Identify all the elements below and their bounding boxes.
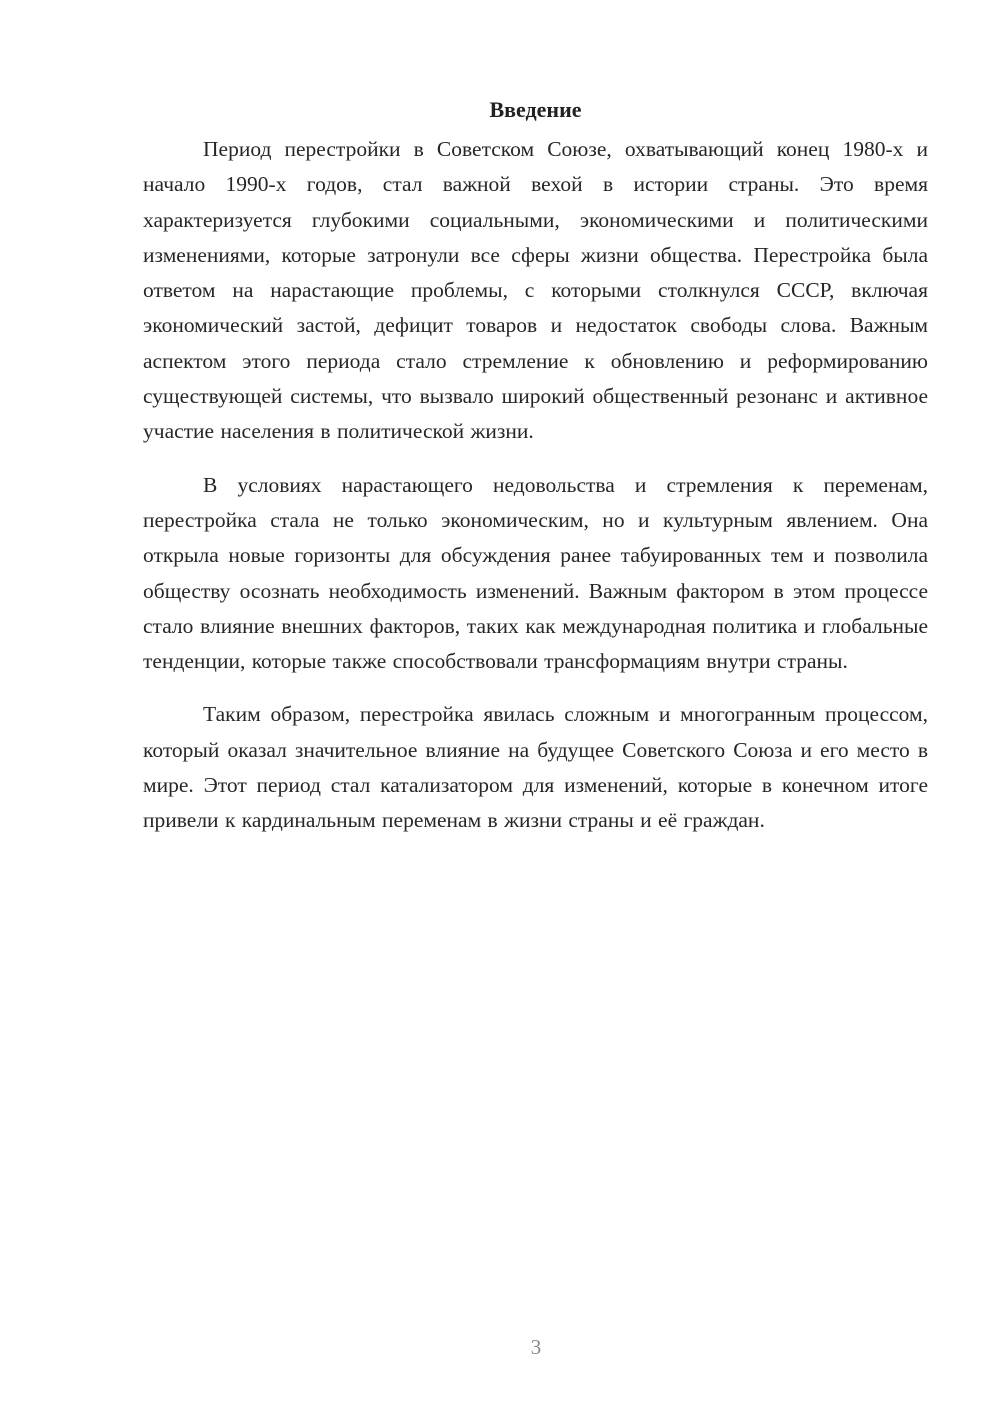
page-number: 3 [530, 1335, 542, 1359]
paragraph-2: В условиях нарастающего недовольства и стремления к переменам, перестройка стала не только экономическим, но и культурным явлением. Она открыла новые горизонты для обсуждения ранее табуированных тем и позволила обществу осознать необходимость изменений. Важным фактором в этом процессе стало влияние внешних факторов, таких как международная политика и глобальные тенденции, которые также способствовали трансформациям внутри страны. [143, 472, 928, 674]
section-heading: Введение [489, 97, 582, 122]
paragraph-3: Таким образом, перестройка явилась сложным и многогранным процессом, который оказал значительное влияние на будущее Советского Союза и его место в мире. Этот период стал катализатором для изменений, которые в конечном итоге привели к кардинальным переменам в жизни страны и её граждан. [143, 702, 928, 833]
paragraph-1: Период перестройки в Советском Союзе, охватывающий конец 1980-х и начало 1990-х годов, стал важной вехой в истории страны. Это время характеризуется глубокими социальными, экономическими и политическими изменениями, которые затронули все сферы жизни общества. Перестройка была ответом на нарастающие проблемы, с которыми столкнулся СССР, включая экономический застой, дефицит товаров и недостаток свободы слова. Важным аспектом этого периода стало стремление к обновлению и реформированию существующей системы, что вызвало широкий общественный резонанс и активное участие населения в политической жизни. [143, 137, 928, 444]
page-content [143, 93, 928, 857]
